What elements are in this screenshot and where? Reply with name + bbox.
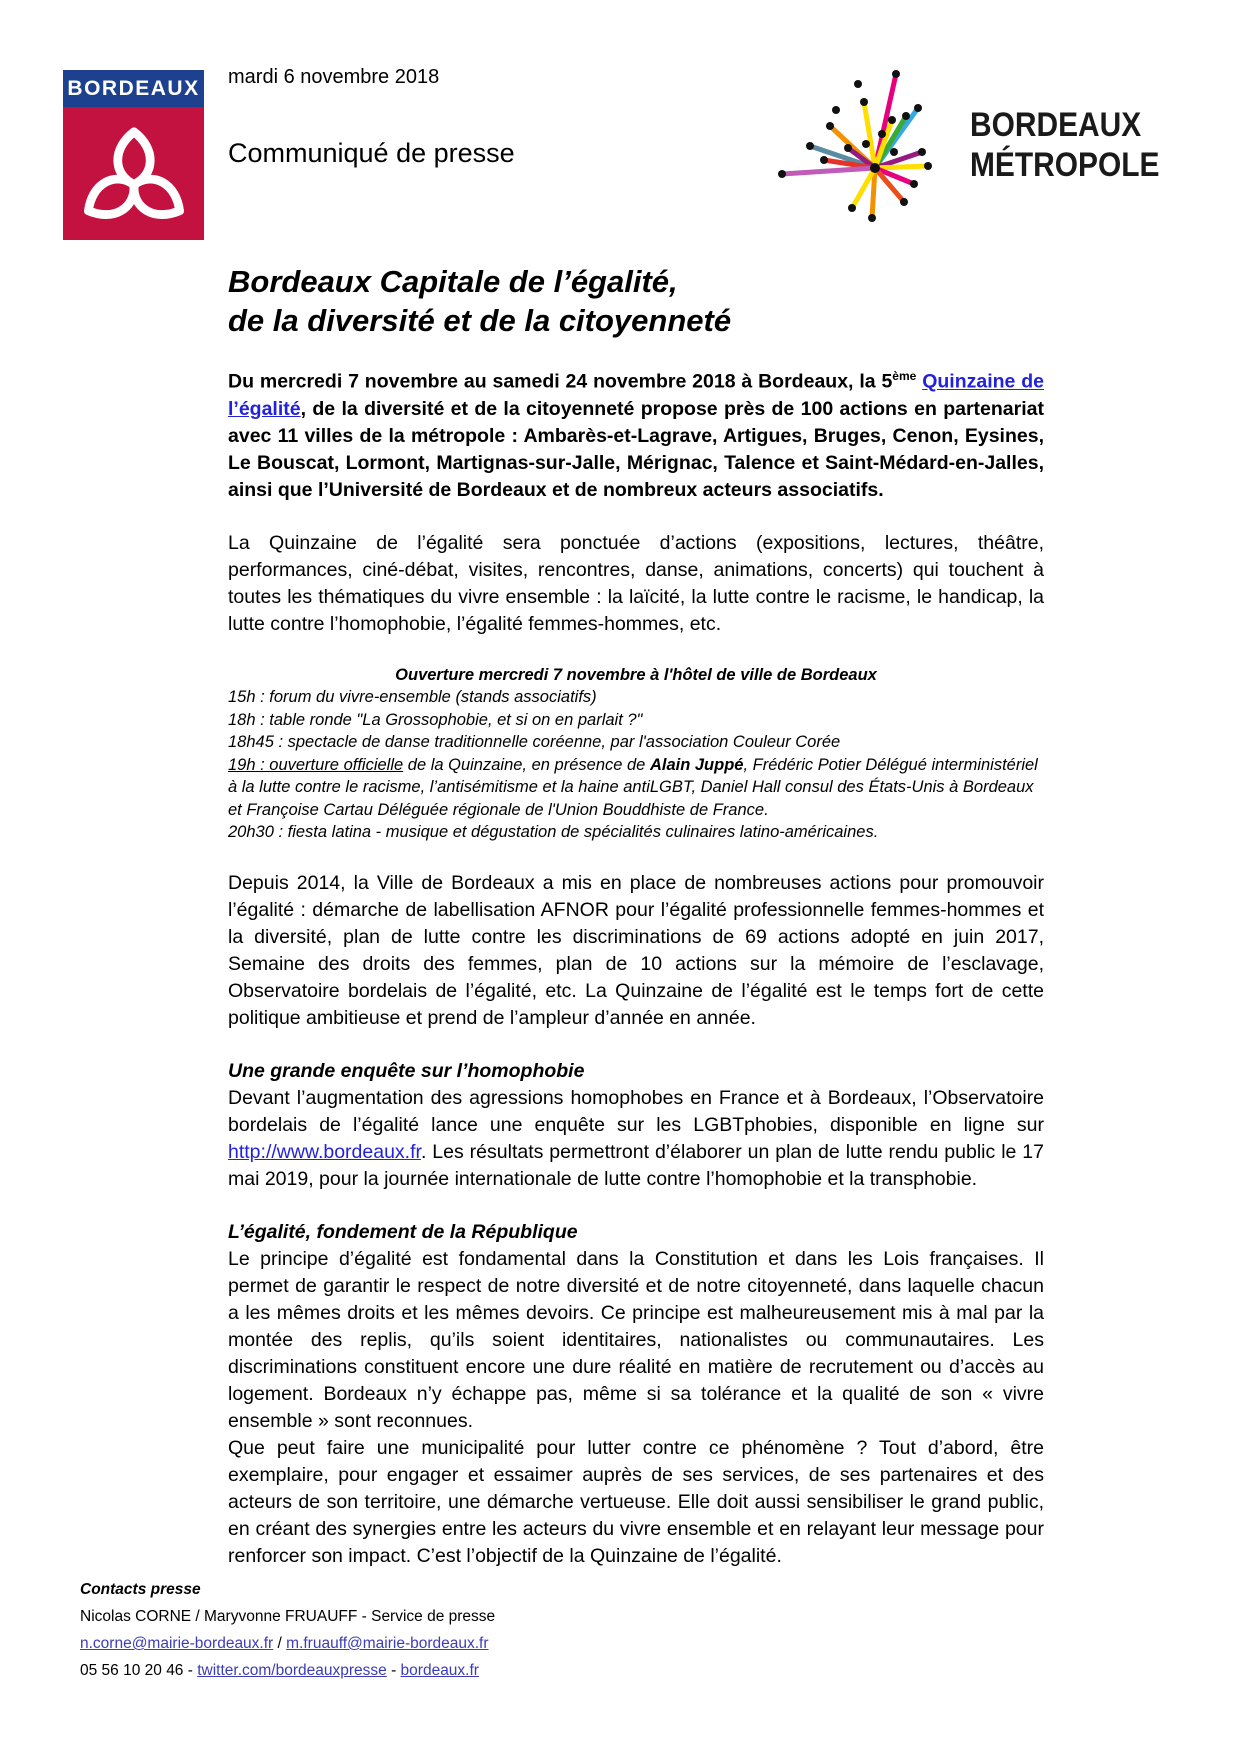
program-item: 19h : ouverture officielle de la Quinzaine, en présence de Alain Juppé, Frédéric Potier Délégué interministériel à la lutte contre le racisme, l’antisémitisme et la haine antiLGBT, Daniel Hall consul des États-Unis à Bordeaux et Françoise Cartau Déléguée régionale de l'Union Bouddhiste de France.: [228, 755, 1038, 819]
paragraph-municipality-role: Que peut faire une municipalité pour lutter contre ce phénomène ? Tout d’abord, être exemplaire, pour engager et essaimer auprès de ses services, de ses partenaires et des acteurs de son territoire, une démarche vertueuse. Elle doit aussi sensibiliser le grand public, en créant des synergies entre les acteurs du vivre ensemble et en relayant leur message pour renforcer son impact. C’est l’objectif de la Quinzaine de l’égalité.: [228, 1436, 1044, 1567]
bordeaux-metropole-logo: [770, 56, 1220, 234]
contacts-names: Nicolas CORNE / Maryvonne FRUAUFF - Service de presse: [80, 1608, 496, 1625]
bordeaux-wordmark: BORDEAUX: [63, 70, 204, 107]
program-item: 18h : table ronde "La Grossophobie, et si on en parlait ?": [228, 710, 643, 729]
metropole-wordmark: BORDEAUX MÉTROPOLE: [970, 106, 1160, 184]
page-title: Bordeaux Capitale de l’égalité, de la diversité et de la citoyenneté: [228, 264, 732, 338]
section-heading-survey: Une grande enquête sur l’homophobie: [228, 1059, 585, 1082]
section-heading-equality: L’égalité, fondement de la République: [228, 1220, 578, 1243]
document-type-label: Communiqué de presse: [228, 138, 515, 168]
lead-paragraph: Du mercredi 7 novembre au samedi 24 novembre 2018 à Bordeaux, la 5ème Quinzaine de l’égalité, de la diversité et de la citoyenneté propose près de 100 actions en partenariat avec 11 villes de la métropole : Ambarès-et-Lagrave, Artigues, Bruges, Cenon, Eysines, Le Bouscat, Lormont, Martignas-sur-Jalle, Mérignac, Talence et Saint-Médard-en-Jalles, ainsi que l’Université de Bordeaux et de nombreux acteurs associatifs.: [228, 369, 1044, 501]
twitter-link[interactable]: twitter.com/bordeauxpresse: [197, 1662, 387, 1679]
paragraph-depuis-2014: Depuis 2014, la Ville de Bordeaux a mis en place de nombreuses actions pour promouvoir l’égalité : démarche de labellisation AFNOR pour l’égalité professionnelle femmes-hommes et la diversité, plan de lutte contre les discriminations de 69 actions adopté en juin 2017, Semaine des droits des femmes, plan de 10 actions sur la mémoire de l’esclavage, Observatoire bordelais de l’égalité, etc. La Quinzaine de l’égalité est le temps fort de cette politique ambitieuse et prend de l’ampleur d’année en année.: [228, 871, 1044, 1029]
bordeaux-city-logo: [63, 70, 204, 240]
program-item: 18h45 : spectacle de danse traditionnelle coréenne, par l'association Couleur Corée: [228, 733, 841, 751]
bordeaux-crescent-emblem: [63, 107, 204, 240]
press-contacts: [80, 1576, 495, 1684]
program-item: 20h30 : fiesta latina - musique et dégustation de spécialités culinaires latino-américaines.: [228, 823, 879, 841]
opening-program: [228, 664, 1044, 844]
email-link-corne[interactable]: n.corne@mairie-bordeaux.fr: [80, 1635, 274, 1652]
document-header: [0, 0, 1240, 252]
contacts-emails: n.corne@mairie-bordeaux.fr / m.fruauff@mairie-bordeaux.fr: [80, 1635, 489, 1652]
paragraph-quinzaine-actions: La Quinzaine de l’égalité sera ponctuée d’actions (expositions, lectures, théâtre, performances, ciné-débat, visites, rencontres, danse, animations, concerts) qui touchent à toutes les thématiques du vivre ensemble : la laïcité, la lutte contre le racisme, le handicap, la lutte contre l’homophobie, l’égalité femmes-hommes, etc.: [228, 531, 1044, 635]
paragraph-equality-principle: Le principe d’égalité est fondamental dans la Constitution et dans les Lois françaises. Il permet de garantir le respect de notre diversité et de notre citoyenneté, dans laquelle chacun a les mêmes droits et les mêmes devoirs. Ce principe est malheureusement mis à mal par la montée des replis, qu’ils soient identitaires, nationalistes ou communautaires. Les discriminations constituent encore une dure réalité en matière de recrutement ou d’accès au logement. Bordeaux n’y échappe pas, même si sa tolérance et la qualité de son « vivre ensemble » sont reconnues.: [228, 1247, 1044, 1432]
program-item: 15h : forum du vivre-ensemble (stands associatifs): [228, 688, 597, 706]
contacts-phone-web: 05 56 10 20 46 - twitter.com/bordeauxpresse - bordeaux.fr: [80, 1662, 479, 1679]
document-body: [228, 262, 1044, 1570]
contacts-heading: Contacts presse: [80, 1581, 201, 1598]
bordeaux-site-link[interactable]: bordeaux.fr: [400, 1662, 479, 1679]
metropole-starburst-icon: [770, 56, 970, 234]
email-link-fruauff[interactable]: m.fruauff@mairie-bordeaux.fr: [286, 1635, 489, 1652]
quinzaine-egalite-link[interactable]: Quinzaine de l’égalité: [228, 370, 1044, 420]
triquetra-icon: [75, 112, 193, 236]
paragraph-survey: Devant l’augmentation des agressions homophobes en France et à Bordeaux, l’Observatoire bordelais de l’égalité lance une enquête sur les LGBTphobies, disponible en ligne sur http://www.bordeaux.fr. Les résultats permettront d’élaborer un plan de lutte rendu public le 17 mai 2019, pour la journée internationale de lutte contre l’homophobie et la transphobie.: [228, 1086, 1044, 1190]
phone-number: 05 56 10 20 46 -: [80, 1662, 198, 1679]
date: mardi 6 novembre 2018: [228, 66, 440, 88]
bordeaux-fr-link[interactable]: http://www.bordeaux.fr: [228, 1140, 421, 1163]
program-heading: Ouverture mercredi 7 novembre à l'hôtel de ville de Bordeaux: [395, 665, 877, 684]
